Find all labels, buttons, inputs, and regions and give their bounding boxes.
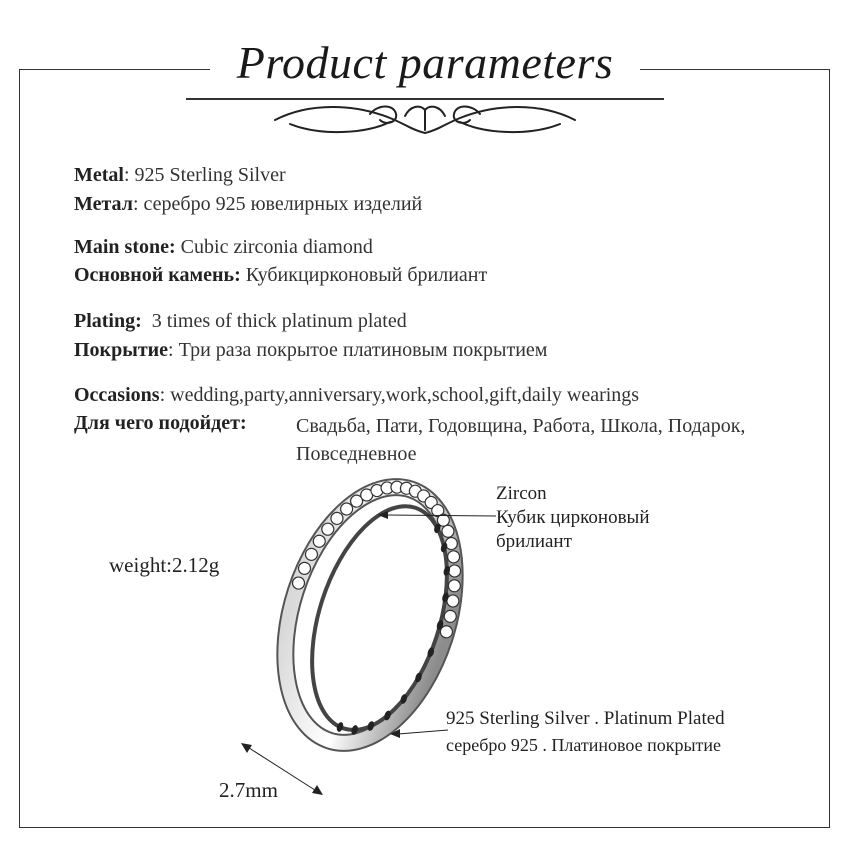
occasions-en-row xyxy=(74,384,639,407)
zircon-pointer xyxy=(378,508,498,522)
stone-en-value: Cubic zirconia diamond xyxy=(180,236,373,258)
occasions-ru-label: Для чего подойдет: xyxy=(74,412,247,434)
plating-ru-value: Три раза покрытое платиновым покрытием xyxy=(178,339,548,361)
stone-en-row xyxy=(74,236,373,259)
plating-ru-row xyxy=(74,339,547,362)
stone-ru-value: Кубикцирконовый брилиант xyxy=(245,264,488,286)
metal-en-sep: : xyxy=(123,164,135,186)
stone-ru-row xyxy=(74,264,487,287)
zircon-ru-label-2: брилиант xyxy=(496,531,572,552)
weight-label: weight:2.12g xyxy=(109,553,220,577)
plating-en-sep xyxy=(142,310,152,332)
plating-ru-label: Покрытие xyxy=(74,339,169,361)
occasions-ru-value: Свадьба, Пати, Годовщина, Работа, Школа, Подарок, Повседневное xyxy=(296,415,746,465)
metal-en-value: 925 Sterling Silver xyxy=(134,164,286,186)
width-label: 2.7mm xyxy=(219,778,278,802)
occasions-en-sep: : xyxy=(159,384,171,406)
zircon-ru-label-1: Кубик цирконовый xyxy=(496,507,650,528)
metal-en-row xyxy=(74,164,286,187)
stone-ru-label: Основной камень: xyxy=(74,264,241,286)
plating-en-value: 3 times of thick platinum plated xyxy=(151,310,407,332)
metal-ru-label: Метал xyxy=(74,193,133,215)
occasions-en-value: wedding,party,anniversary,work,school,gift,daily wearings xyxy=(170,384,640,406)
metal-ru-sep: : xyxy=(132,193,144,215)
flourish-ornament xyxy=(270,100,580,138)
metal-ru-row xyxy=(74,193,422,216)
plating-ru-sep: : xyxy=(168,339,179,361)
occasions-en-label: Occasions xyxy=(74,384,160,406)
plating-en-label: Plating: xyxy=(74,310,142,332)
occasions-ru-row xyxy=(74,412,746,465)
material-ru-label: серебро 925 . Платиновое покрытие xyxy=(446,735,722,755)
stone-en-label: Main stone: xyxy=(74,236,176,258)
material-en-label: 925 Sterling Silver . Platinum Plated xyxy=(446,708,725,729)
material-pointer xyxy=(390,726,450,740)
page-title: Product parameters xyxy=(236,37,614,88)
metal-en-label: Metal xyxy=(74,164,124,186)
plating-en-row xyxy=(74,310,407,333)
metal-ru-value: серебро 925 ювелирных изделий xyxy=(143,193,423,215)
zircon-en-label: Zircon xyxy=(496,483,547,504)
